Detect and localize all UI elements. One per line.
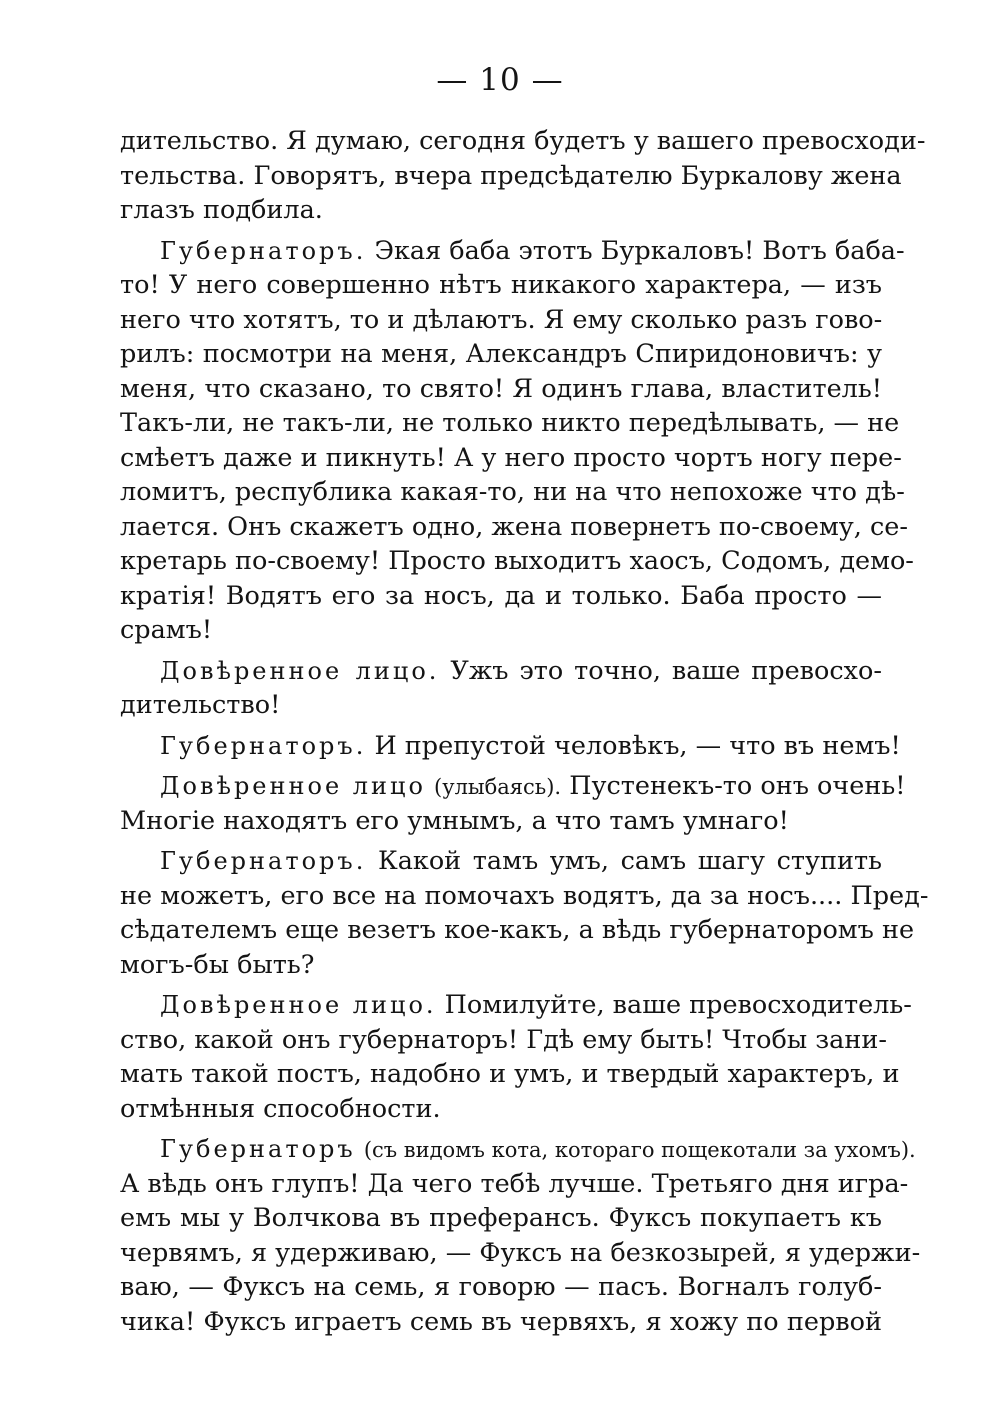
text-line: то! У него совершенно нѣтъ никакого характера, — изъ (120, 270, 882, 300)
speaker-name: Губернаторъ. (160, 847, 367, 875)
text-line: А вѣдь онъ глупъ! Да чего тебѣ лучше. Третьяго дня игра- (120, 1168, 909, 1199)
text-line: него что хотятъ, то и дѣлаютъ. Я ему сколько разъ гово- (120, 304, 883, 335)
text-line: ваю, — Фуксъ на семь, я говорю — пасъ. Вогналъ голуб- (120, 1272, 882, 1302)
paragraph (120, 769, 906, 838)
text-line: червямъ, я удерживаю, — Фуксъ на безкозырей, я удержи- (120, 1237, 921, 1268)
text-line: не можетъ, его все на помочахъ водятъ, да за носъ.... Пред- (120, 880, 929, 911)
paragraph (120, 1132, 921, 1339)
text-line: тельства. Говорятъ, вчера предсѣдателю Буркалову жена (120, 160, 902, 191)
text-line: ломитъ, республика какая-то, ни на что непохоже что дѣ- (120, 477, 905, 507)
speaker-name: Довѣренное лицо. (160, 656, 440, 685)
text-line: глазъ подбила. (120, 195, 323, 225)
speaker-name: Довѣренное лицо (160, 772, 426, 800)
text-line (120, 729, 901, 764)
speech-text: Помилуйте, ваше превосходитель- (444, 990, 912, 1020)
speaker-name: Губернаторъ. (160, 731, 367, 760)
speech-text: Какой тамъ умъ, самъ шагу ступить (377, 846, 882, 876)
speech-text: Экая баба этотъ Буркаловъ! Вотъ баба- (374, 235, 905, 266)
text-line: дительство. Я думаю, сегодня будетъ у вашего превосходи- (120, 126, 926, 156)
speech-text: И препустой человѣкъ, — что въ немъ! (374, 730, 901, 761)
text-line: смѣетъ даже и пикнуть! А у него просто чортъ ногу пере- (120, 442, 902, 473)
text-line: сѣдателемъ еще везетъ кое-какъ, а вѣдь губернаторомъ не (120, 915, 915, 945)
speaker-name: Губернаторъ (160, 1135, 356, 1163)
text-line (120, 654, 882, 689)
paragraph (120, 654, 882, 723)
text-line (120, 844, 882, 879)
page-body (120, 124, 929, 1345)
text-line: кратія! Водятъ его за носъ, да и только. Баба просто — (120, 580, 882, 611)
speech-text: Ужъ это точно, ваше превосхо- (450, 655, 883, 686)
text-line: рилъ: посмотри на меня, Александръ Спиридоновичъ: у (120, 339, 882, 369)
text-line: чика! Фуксъ играетъ семь въ червяхъ, я хожу по первой (120, 1306, 882, 1337)
speech-text: Пустенекъ-то онъ очень! (569, 771, 906, 801)
text-line (120, 769, 906, 804)
text-line: меня, что сказано, то свято! Я одинъ глава, властитель! (120, 373, 882, 404)
text-line: емъ мы у Волчкова въ преферансъ. Фуксъ покупаетъ къ (120, 1203, 882, 1233)
paragraph (120, 234, 914, 648)
stage-direction: (съ видомъ кота, котораго пощекотали за ухомъ). (363, 1138, 916, 1162)
speaker-name: Довѣренное лицо. (160, 991, 437, 1019)
text-line: Многіе находятъ его умнымъ, а что тамъ умнаго! (120, 805, 789, 836)
text-line: могъ-бы быть? (120, 949, 315, 980)
text-line: ство, какой онъ губернаторъ! Гдѣ ему быть! Чтобы зани- (120, 1024, 887, 1055)
paragraph (120, 844, 929, 982)
paragraph (120, 729, 901, 764)
text-line: лается. Онъ скажетъ одно, жена повернетъ по-своему, се- (120, 511, 909, 542)
stage-direction: (улыбаясь). (434, 775, 562, 799)
text-line: кретарь по-своему! Просто выходитъ хаосъ, Содомъ, демо- (120, 546, 914, 576)
text-line: мать такой постъ, надобно и умъ, и твердый характеръ, и (120, 1059, 900, 1089)
text-line: срамъ! (120, 615, 213, 645)
text-line: дительство! (120, 690, 281, 720)
paragraph (120, 988, 912, 1126)
paragraph (120, 124, 926, 228)
text-line (120, 1132, 916, 1167)
text-line: Такъ-ли, не такъ-ли, не только никто передѣлывать, — не (120, 408, 900, 438)
page-number: — 10 — (436, 62, 564, 98)
speaker-name: Губернаторъ. (160, 236, 367, 265)
text-line: отмѣнныя способности. (120, 1093, 441, 1124)
text-line (120, 234, 905, 269)
text-line (120, 988, 912, 1023)
